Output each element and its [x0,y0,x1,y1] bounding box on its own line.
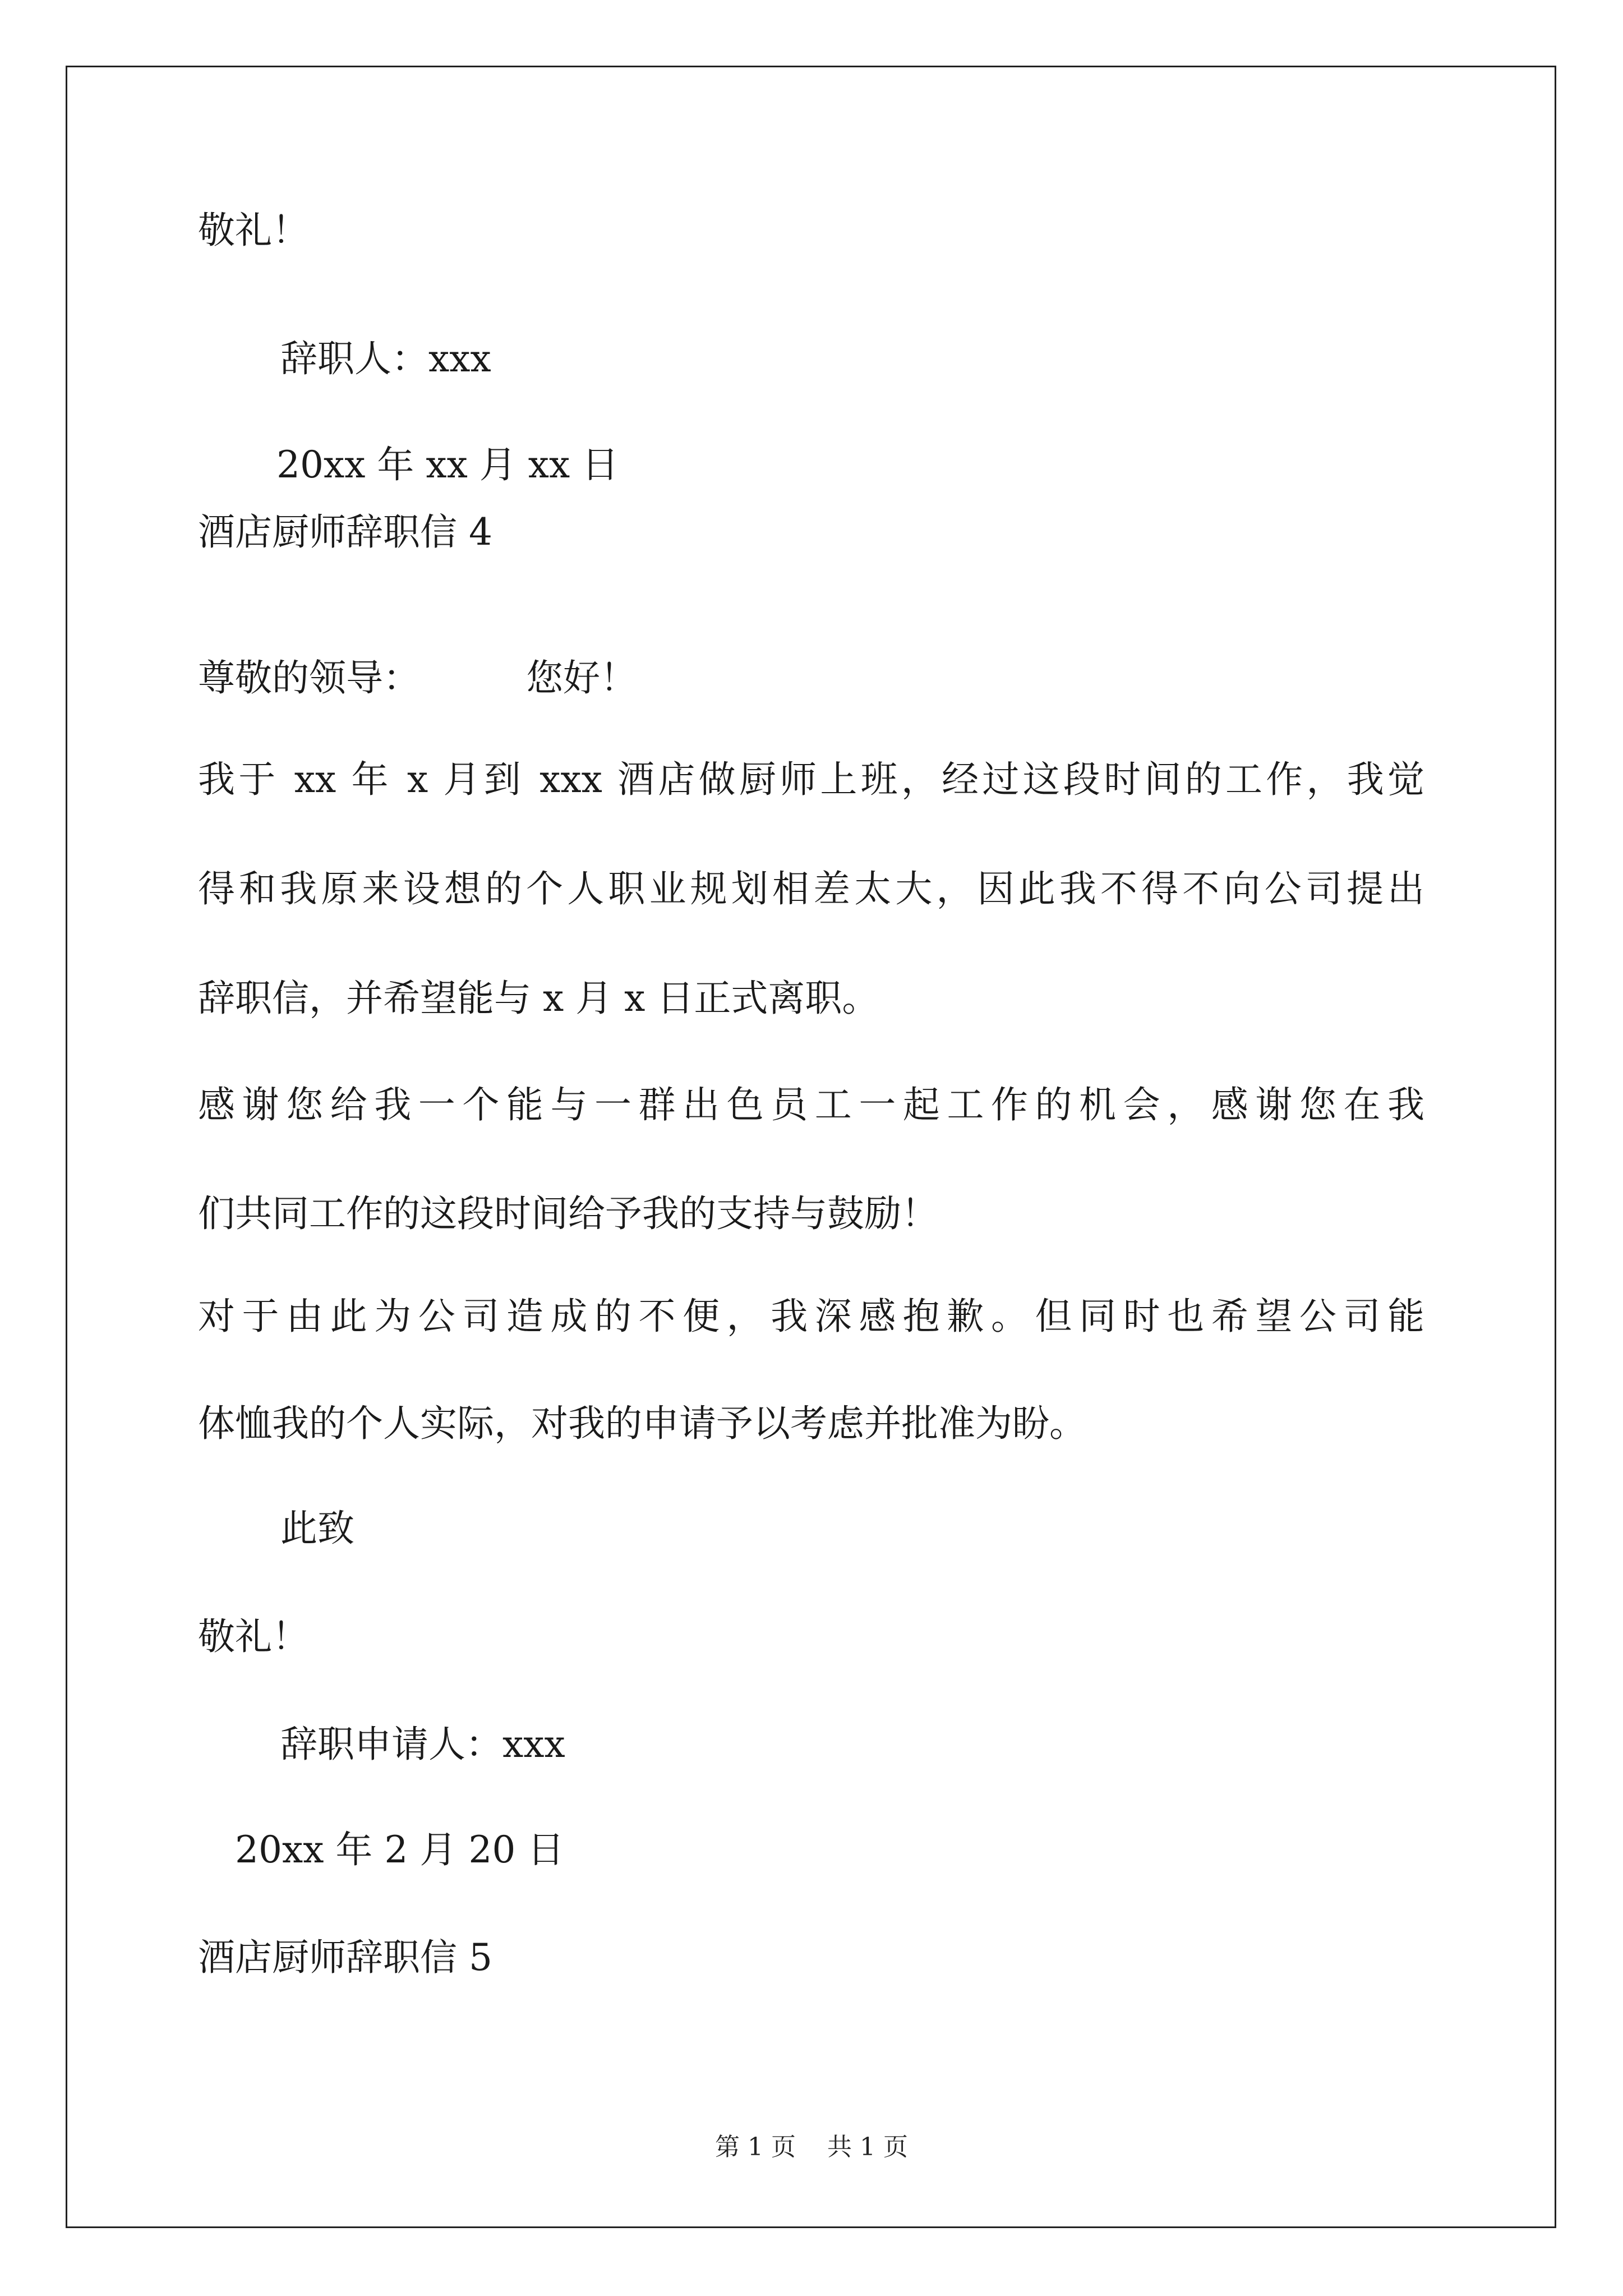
closing-phrase: 此致 [280,1507,354,1550]
paragraph-2-line-1: 感谢您给我一个能与一群出色员工一起工作的机会，感谢您在我 [198,1083,1424,1126]
greeting: 您好！ [526,656,637,700]
paragraph-3-line-2: 体恤我的个人实际，对我的申请予以考虑并批准为盼。 [198,1402,1086,1445]
page-footer [0,2132,1623,2163]
closing-salute: 敬礼！ [198,209,309,252]
page-number: 第 1 页 [715,2133,796,2161]
paragraph-2-line-2: 们共同工作的这段时间给予我的支持与鼓励！ [198,1192,938,1235]
paragraph-3-line-1: 对于由此为公司造成的不便，我深感抱歉。但同时也希望公司能 [198,1295,1424,1338]
page-frame [66,66,1556,2228]
page-total: 共 1 页 [827,2133,908,2161]
closing-salute-2: 敬礼！ [198,1615,309,1658]
salutation: 尊敬的领导： [198,656,420,700]
section-heading-5: 酒店厨师辞职信 5 [198,1936,492,1979]
applicant-signature: 辞职申请人：xxx [280,1723,565,1766]
paragraph-1-line-2: 得和我原来设想的个人职业规划相差太大，因此我不得不向公司提出 [198,867,1424,910]
paragraph-1-line-3: 辞职信，并希望能与 x 月 x 日正式离职。 [198,977,879,1020]
resigner-signature: 辞职人：xxx [280,337,491,380]
signature-date: 20xx 年 xx 月 xx 日 [276,443,619,486]
section-heading-4: 酒店厨师辞职信 4 [198,510,492,554]
signature-date-2: 20xx 年 2 月 20 日 [235,1828,565,1871]
paragraph-1-line-1: 我于 xx 年 x 月到 xxx 酒店做厨师上班，经过这段时间的工作，我觉 [198,758,1424,801]
